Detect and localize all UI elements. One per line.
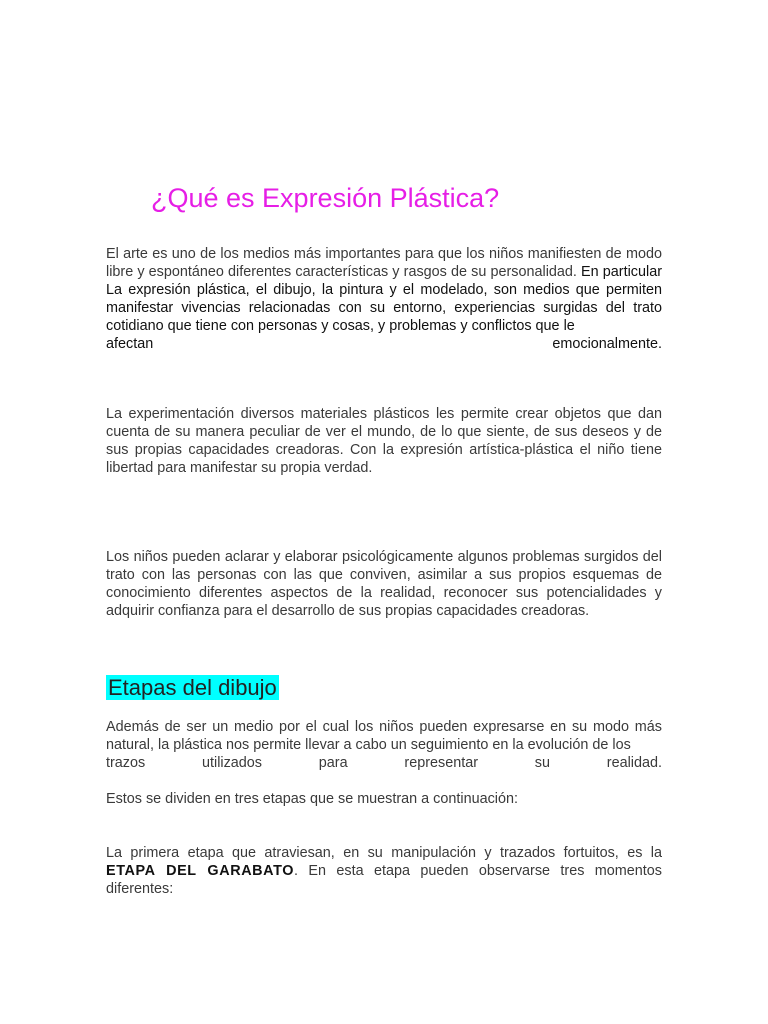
page-title: ¿Qué es Expresión Plástica? [151, 183, 500, 213]
paragraph-1-lead: El arte es uno de los medios más importantes para que los niños manifiesten de modo libre y espontáneo diferentes características y rasgos de su personalidad. [106, 246, 662, 280]
paragraph-4-text: Además de ser un medio por el cual los niños pueden expresarse en su modo más natural, la plástica nos permite llevar a cabo un seguimiento en la evolución de los [106, 719, 662, 753]
paragraph-4-word: utilizados [202, 755, 262, 771]
paragraph-6-bold: ETAPA DEL GARABATO [106, 863, 295, 879]
paragraph-4-word: representar [404, 755, 478, 771]
paragraph-4-word: trazos [106, 755, 146, 771]
paragraph-3: Los niños pueden aclarar y elaborar psicológicamente algunos problemas surgidos del trato con las personas con las que conviven, asimilar a sus propios esquemas de conocimiento diferentes aspectos de la realidad, reconocer sus potencialidades y adquirir confianza para el desarrollo de sus propias capacidades creadoras. [106, 549, 662, 619]
paragraph-5: Estos se dividen en tres etapas que se muestran a continuación: [106, 791, 518, 807]
paragraph-1-last-line [106, 335, 662, 353]
paragraph-6-after: . En esta etapa pueden observarse tres momentos diferentes: [106, 863, 662, 897]
paragraph-1-last-left: afectan [106, 336, 154, 352]
paragraph-4 [106, 718, 662, 772]
section-heading [106, 673, 279, 703]
paragraph-1-last-right: emocionalmente. [552, 336, 662, 352]
paragraph-6-before: La primera etapa que atraviesan, en su manipulación y trazados fortuitos, es la [106, 845, 662, 861]
paragraph-1 [106, 245, 662, 353]
paragraph-6 [106, 844, 662, 898]
paragraph-2: La experimentación diversos materiales plásticos les permite crear objetos que dan cuenta de su manera peculiar de ver el mundo, de lo que siente, de sus deseos y de sus propias capacidades creadoras. Con la expresión artística-plástica el niño tiene libertad para manifestar su propia verdad. [106, 406, 662, 476]
paragraph-4-word: para [318, 755, 348, 771]
paragraph-4-last-line [106, 754, 662, 772]
section-heading-text: Etapas del dibujo [108, 675, 277, 700]
paragraph-4-word: realidad. [606, 755, 662, 771]
paragraph-4-word: su [534, 755, 550, 771]
paragraph-1-rest: En particular La expresión plástica, el dibujo, la pintura y el modelado, son medios que permiten manifestar vivencias relacionadas con su entorno, experiencias surgidas del trato cotidiano que tiene con personas y cosas, y problemas y conflictos que le [106, 264, 662, 334]
